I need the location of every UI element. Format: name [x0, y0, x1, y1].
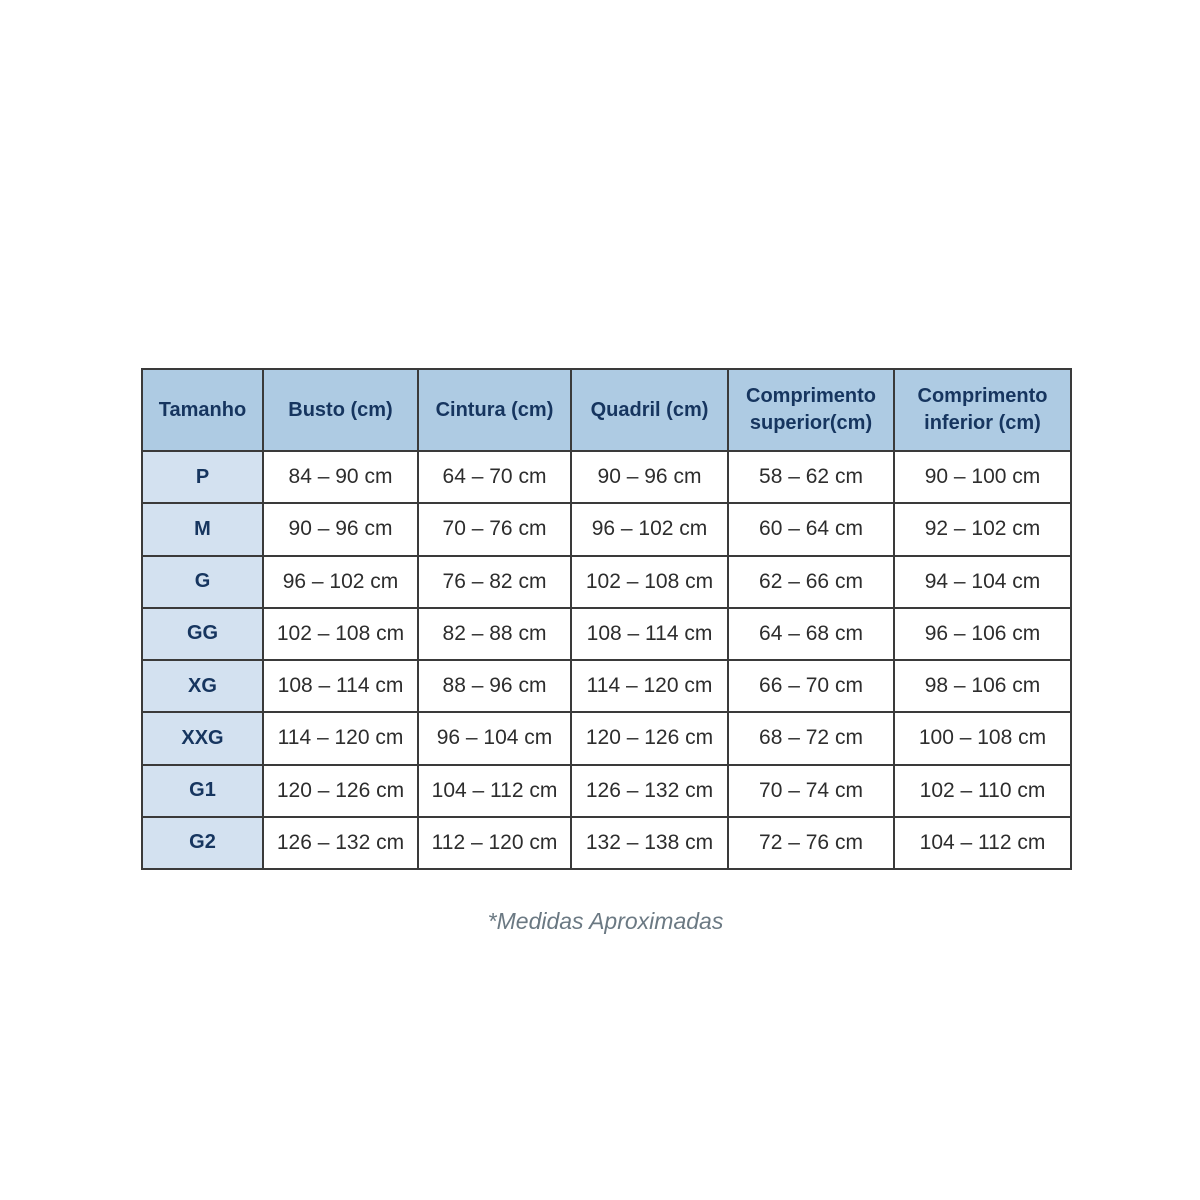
table-row	[142, 451, 1071, 503]
quadril-cell: 120 – 126 cm	[571, 712, 728, 764]
size-label-cell: G2	[142, 817, 263, 869]
busto-cell: 96 – 102 cm	[263, 556, 418, 608]
table-row	[142, 503, 1071, 555]
table-row	[142, 608, 1071, 660]
column-header-comprimento-inferior: Comprimento inferior (cm)	[894, 369, 1071, 451]
comprimento-superior-cell: 66 – 70 cm	[728, 660, 894, 712]
comprimento-inferior-cell: 100 – 108 cm	[894, 712, 1071, 764]
footnote: *Medidas Aproximadas	[487, 908, 724, 934]
busto-cell: 102 – 108 cm	[263, 608, 418, 660]
cintura-cell: 96 – 104 cm	[418, 712, 571, 764]
column-header-comprimento-superior: Comprimento superior(cm)	[728, 369, 894, 451]
comprimento-superior-cell: 58 – 62 cm	[728, 451, 894, 503]
busto-cell: 108 – 114 cm	[263, 660, 418, 712]
column-header-busto: Busto (cm)	[263, 369, 418, 451]
busto-cell: 120 – 126 cm	[263, 765, 418, 817]
size-table-body	[142, 451, 1071, 869]
size-label-cell: M	[142, 503, 263, 555]
size-label-cell: G1	[142, 765, 263, 817]
table-row	[142, 712, 1071, 764]
quadril-cell: 90 – 96 cm	[571, 451, 728, 503]
size-label-cell: P	[142, 451, 263, 503]
comprimento-superior-cell: 72 – 76 cm	[728, 817, 894, 869]
busto-cell: 84 – 90 cm	[263, 451, 418, 503]
size-label-cell: XG	[142, 660, 263, 712]
comprimento-inferior-cell: 102 – 110 cm	[894, 765, 1071, 817]
table-row	[142, 556, 1071, 608]
busto-cell: 126 – 132 cm	[263, 817, 418, 869]
comprimento-inferior-cell: 98 – 106 cm	[894, 660, 1071, 712]
quadril-cell: 132 – 138 cm	[571, 817, 728, 869]
comprimento-superior-cell: 64 – 68 cm	[728, 608, 894, 660]
cintura-cell: 104 – 112 cm	[418, 765, 571, 817]
busto-cell: 114 – 120 cm	[263, 712, 418, 764]
busto-cell: 90 – 96 cm	[263, 503, 418, 555]
table-row	[142, 817, 1071, 869]
comprimento-superior-cell: 70 – 74 cm	[728, 765, 894, 817]
quadril-cell: 102 – 108 cm	[571, 556, 728, 608]
comprimento-inferior-cell: 104 – 112 cm	[894, 817, 1071, 869]
comprimento-superior-cell: 60 – 64 cm	[728, 503, 894, 555]
cintura-cell: 76 – 82 cm	[418, 556, 571, 608]
comprimento-superior-cell: 68 – 72 cm	[728, 712, 894, 764]
column-header-cintura: Cintura (cm)	[418, 369, 571, 451]
size-label-cell: G	[142, 556, 263, 608]
header-row	[142, 369, 1071, 451]
comprimento-inferior-cell: 94 – 104 cm	[894, 556, 1071, 608]
quadril-cell: 126 – 132 cm	[571, 765, 728, 817]
cintura-cell: 88 – 96 cm	[418, 660, 571, 712]
column-header-tamanho: Tamanho	[142, 369, 263, 451]
comprimento-superior-cell: 62 – 66 cm	[728, 556, 894, 608]
size-chart-table	[141, 368, 1072, 870]
cintura-cell: 112 – 120 cm	[418, 817, 571, 869]
column-header-quadril: Quadril (cm)	[571, 369, 728, 451]
quadril-cell: 108 – 114 cm	[571, 608, 728, 660]
quadril-cell: 96 – 102 cm	[571, 503, 728, 555]
cintura-cell: 70 – 76 cm	[418, 503, 571, 555]
comprimento-inferior-cell: 90 – 100 cm	[894, 451, 1071, 503]
size-label-cell: GG	[142, 608, 263, 660]
cintura-cell: 64 – 70 cm	[418, 451, 571, 503]
cintura-cell: 82 – 88 cm	[418, 608, 571, 660]
table-row	[142, 765, 1071, 817]
quadril-cell: 114 – 120 cm	[571, 660, 728, 712]
size-label-cell: XXG	[142, 712, 263, 764]
table-row	[142, 660, 1071, 712]
comprimento-inferior-cell: 92 – 102 cm	[894, 503, 1071, 555]
comprimento-inferior-cell: 96 – 106 cm	[894, 608, 1071, 660]
